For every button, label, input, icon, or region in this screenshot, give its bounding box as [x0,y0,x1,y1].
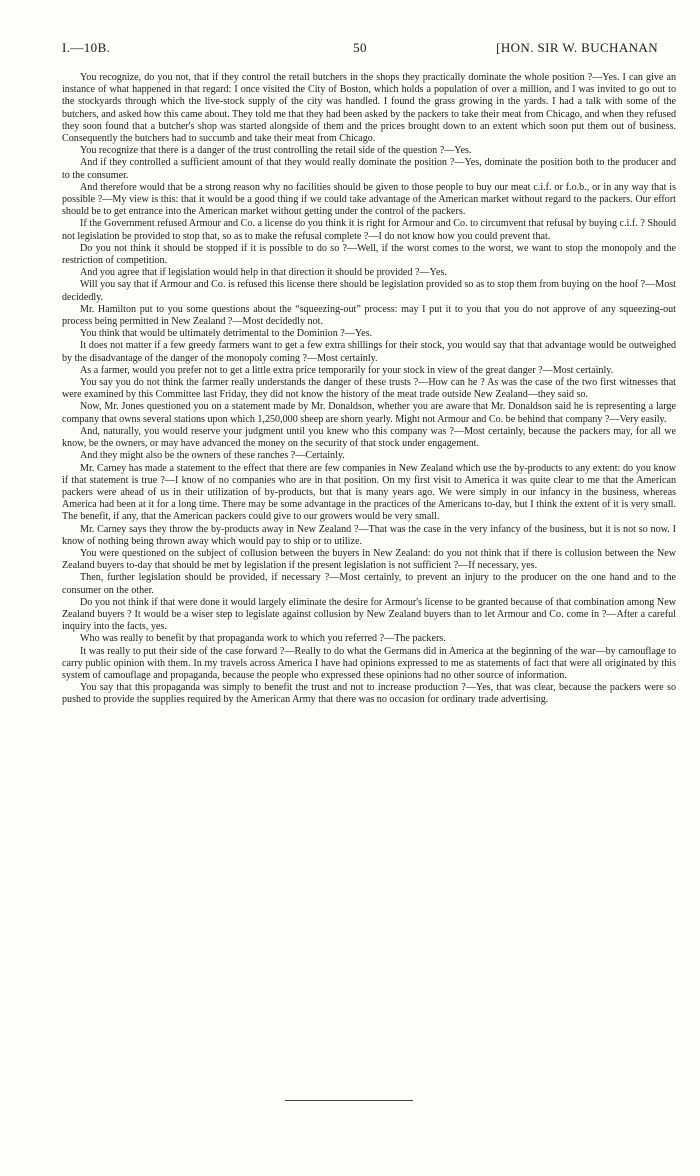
paragraph: As a farmer, would you prefer not to get a little extra price temporarily for your stock in view of the great danger ?—Most certainly. [80,364,614,376]
paragraph: Mr. Carney has made a statement to the effect that there are few companies in New Zealand which use the by-products to any extent: do you know if that statement is true ?—I know of no companies who are in that position. On my first visit to America it was quite clear to me that the American packers were ahead of us in their utilization of by-products, but that is many years ago. We were simply in our infancy in the business, whereas America had been at it for a long time. There may be some advantage in the practices of the Americans to-day, but I think the extent of it is very small. The benefit, if any, that the American packers could give to our growers would be very small. [62,462,676,523]
paragraph: You say that this propaganda was simply to benefit the trust and not to increase production ?—Yes, that was clear, because the packers were so pushed to provide the supplies required by the American Army that there was no occasion for ordinary trade advertising. [62,682,676,706]
paragraph: You say you do not think the farmer really understands the danger of these trusts ?—How can he ? As was the case of the two first witnesses that were examined by this Committee last Friday, they did not know the history of the meat trade outside New Zealand—they said so. [62,377,676,401]
paragraph: If the Government refused Armour and Co. a license do you think it is right for Armour and Co. to circumvent that refusal by buying c.i.f. ? Should not legislation be provided to stop that, so as to make the refusal complete ?—I do not know how you could prevent that. [62,218,676,242]
paragraph: And therefore would that be a strong reason why no facilities should be given to those people to buy our meat c.i.f. or f.o.b., or in any way that is possible ?—My view is this: that it would be a good thing if we could take advantage of the American market without regard to the packers. Our effort should be to get entrance into the American market without getting under the control of the packers. [62,181,676,218]
paragraph: Mr. Carney says they throw the by-products away in New Zealand ?—That was the case in the very infancy of the business, but it is not so now. I know of nothing being thrown away which would pay to ship or to utilize. [62,523,676,547]
paragraph: Who was really to benefit by that propaganda work to which you referred ?—The packers. [80,633,446,645]
paragraph: You think that would be ultimately detrimental to the Dominion ?—Yes. [80,328,373,340]
paragraph: You recognize, do you not, that if they control the retail butchers in the shops they practically dominate the whole position ?—Yes. I can give an instance of what happened in that regard: I once visited the City of Boston, which holds a population of over a million, and I was invited to go out to the stockyards through which the live-stock supply of the city was handled. I found the grass growing in the yards. I had a talk with some of the butchers, and asked how this came about. They told me that they had been asked by the packers to take their meat from Chicago, and when they refused they soon found that a butcher's shop was started alongside of them and the prices brought down to an extent which soon put them out of business. Consequently the butchers had to succumb and take their meat from Chicago. [62,72,676,145]
paragraph: You were questioned on the subject of collusion between the buyers in New Zealand: do you not think that if there is collusion between the New Zealand buyers to-day that should be met by legislation if the present legislation is not sufficient ?—If necessary, yes. [62,547,676,572]
paragraph: It does not matter if a few greedy farmers want to get a few extra shillings for their stock, you would say that that advantage would be outweighed by the disadvantage of the danger of the monopoly coming ?—Most certainly. [62,340,676,364]
running-header [62,40,658,56]
paper-reference: I.—10B. [62,40,111,55]
paragraph: You recognize that there is a danger of the trust controlling the retail side of the question ?—Yes. [80,145,472,157]
paragraph: Then, further legislation should be provided, if necessary ?—Most certainly, to prevent an injury to the producer on the one hand and to the consumer on the other. [62,572,676,596]
paragraph: And if they controlled a sufficient amount of that they would really dominate the position ?—Yes, dominate the position both to the producer and to the consumer. [62,157,676,181]
paragraph: Will you say that if Armour and Co. is refused this license there should be legislation provided so as to stop them from buying on the hoof ?—Most decidedly. [62,279,676,303]
paragraph: Do you not think it should be stopped if it is possible to do so ?—Well, if the worst comes to the worst, we want to stop the monopoly and the restriction of competition. [62,242,676,267]
paragraph: It was really to put their side of the case forward ?—Really to do what the Germans did in America at the beginning of the war—by camouflage to carry public opinion with them. In my travels across America I have had opinions expressed to me as statements of fact that were all originated by this system of camouflage and propaganda, because the people who expressed these opinions had no other source of information. [62,645,676,681]
page-number: 50 [353,40,367,55]
paragraph: And, naturally, you would reserve your judgment until you knew who this company was ?—Most certainly, because the packers may, for all we know, be the owners, or may have advanced the money on the security of that stock under engagement. [62,425,676,450]
paragraph: And they might also be the owners of these ranches ?—Certainly. [80,450,345,462]
paragraph: Now, Mr. Jones questioned you on a statement made by Mr. Donaldson, whether you are aware that Mr. Donaldson said he is representing a large company that owns several stations upon which 1,250,000 sheep are shorn yearly. Might not Armour and Co. be behind that company ?—Very easily. [62,401,676,425]
witness-name: [HON. SIR W. BUCHANAN [496,40,658,55]
paragraph: And you agree that if legislation would help in that direction it should be provided ?—Yes. [80,267,447,279]
body-text [62,72,676,707]
paragraph: Mr. Hamilton put to you some questions about the “squeezing-out” process: may I put it to you that you do not approve of any squeezing-out process being permitted in New Zealand ?—Most decidedly not. [62,303,676,328]
end-rule [285,1100,413,1101]
paragraph: Do you not think if that were done it would largely eliminate the desire for Armour's license to be granted because of that combination among New Zealand buyers ? It would be a wiser step to legislate against collusion by New Zealand buyers than to let Armour and Co. come in ?—After a careful inquiry into the facts, yes. [62,596,676,633]
